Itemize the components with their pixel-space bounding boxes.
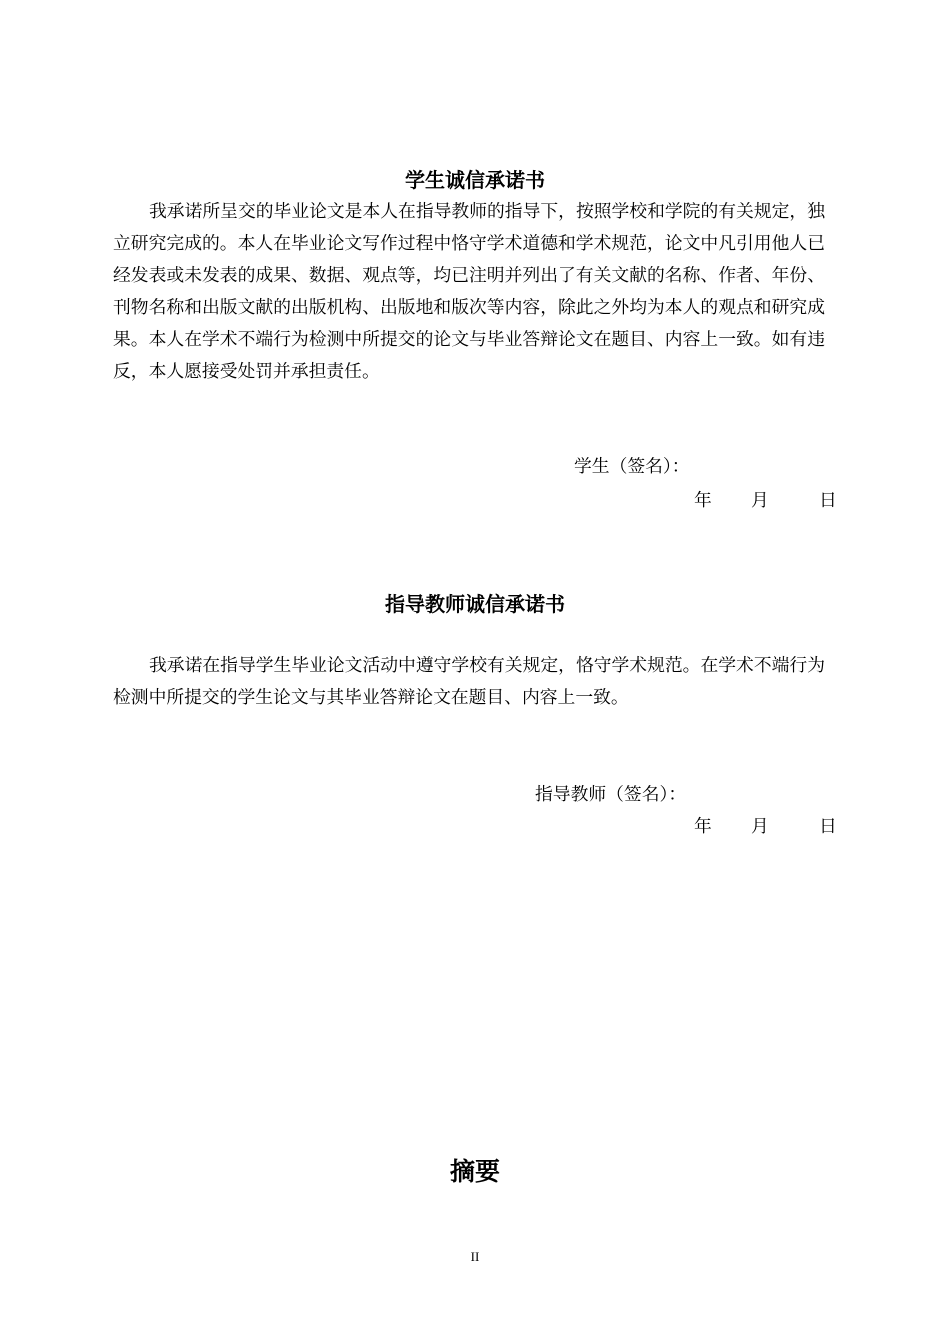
date-day-label: 日	[819, 490, 837, 511]
student-pledge-title: 学生诚信承诺书	[405, 168, 545, 192]
abstract-title: 摘要	[449, 1157, 500, 1186]
date-day-label: 日	[819, 816, 837, 837]
advisor-pledge-paragraph: 我承诺在指导学生毕业论文活动中遵守学校有关规定，恪守学术规范。在学术不端行为检测中所提交的学生论文与其毕业答辩论文在题目、内容上一致。	[113, 655, 825, 708]
student-pledge-body	[113, 196, 825, 388]
student-date-line	[0, 489, 950, 513]
date-month-label: 月	[751, 490, 769, 511]
date-month-label: 月	[751, 816, 769, 837]
student-signature-label: 学生（签名）：	[574, 456, 690, 477]
advisor-pledge-body	[113, 650, 825, 714]
page-number: II	[470, 1249, 480, 1264]
date-year-label: 年	[694, 816, 712, 837]
advisor-pledge-title: 指导教师诚信承诺书	[385, 592, 565, 616]
advisor-signature-label: 指导教师（签名）：	[535, 784, 687, 805]
student-pledge-paragraph: 我承诺所呈交的毕业论文是本人在指导教师的指导下，按照学校和学院的有关规定，独立研究完成的。本人在毕业论文写作过程中恪守学术道德和学术规范，论文中凡引用他人已经发表或未发表的成果、数据、观点等，均已注明并列出了有关文献的名称、作者、年份、刊物名称和出版文献的出版机构、出版地和版次等内容，除此之外均为本人的观点和研究成果。本人在学术不端行为检测中所提交的论文与毕业答辩论文在题目、内容上一致。如有违反，本人愿接受处罚并承担责任。	[113, 201, 825, 382]
advisor-date-line	[0, 815, 950, 839]
date-year-label: 年	[694, 490, 712, 511]
